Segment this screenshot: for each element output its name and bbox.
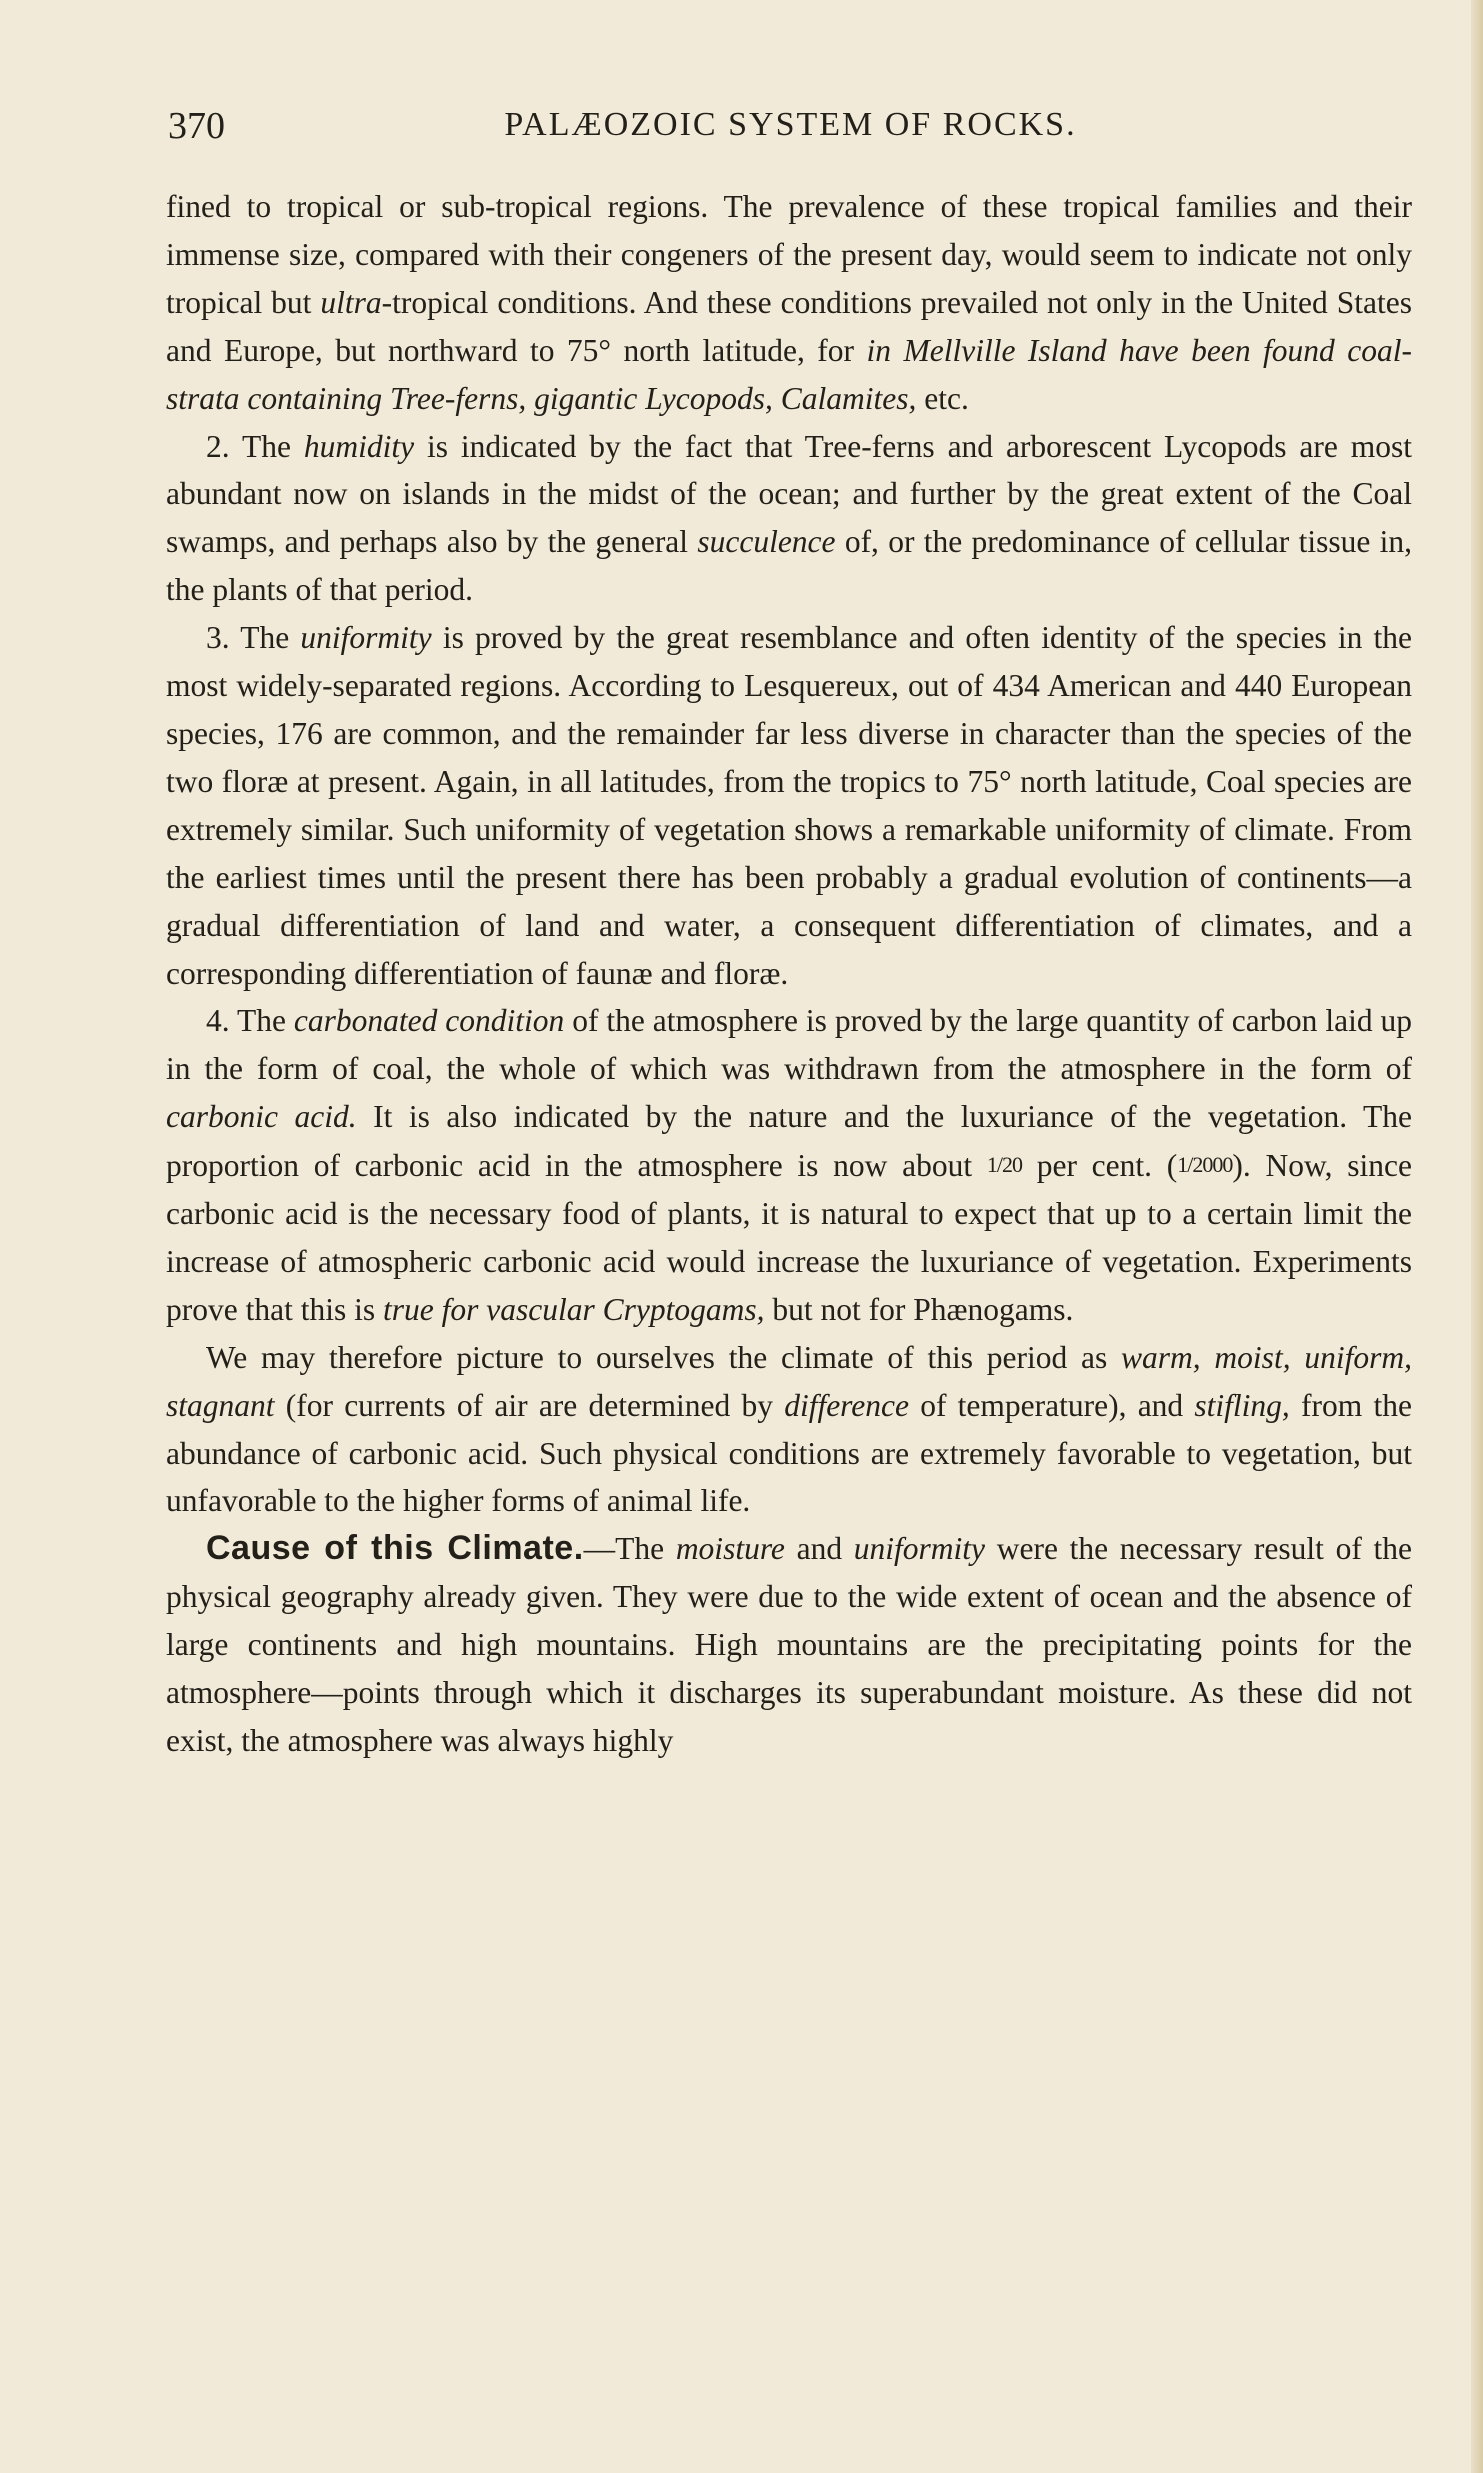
page-edge	[1471, 0, 1483, 2473]
paragraph-3	[166, 614, 1412, 997]
text: 2. The	[206, 428, 304, 464]
page-number: 370	[168, 105, 225, 147]
italic-text: difference	[784, 1387, 909, 1423]
text: is proved by the great resemblance and often identity of the species in the most widely-separated regions. According to Lesquereux, out of 434 American and 440 European species, 176 are common, and the remainder far less diverse in character than the species of the two floræ at present. Again, in all latitudes, from the tropics to 75° north latitude, Coal species are extremely similar. Such uniformity of vegetation shows a remarkable uniformity of climate. From the earliest times until the present there has been probably a gradual evolution of continents—a gradual differentiation of land and water, a consequent differentiation of climates, and a corresponding differentiation of faunæ and floræ.	[166, 620, 1413, 991]
paragraph-6	[166, 1525, 1412, 1765]
text: of the atmosphere is proved by the large quantity of carbon laid up in the form of coal, the whole of which was withdrawn from the atmosphere in the form of	[166, 1003, 1412, 1087]
text: from the abundance of carbonic acid. Such physical conditions are extremely favorable to vegetation, but unfavorable to the higher forms of animal life.	[166, 1387, 1412, 1519]
text: ). Now, since carbonic acid is the necessary food of plants, it is natural to expect that up to a certain limit the increase of atmospheric carbonic acid would increase the luxuriance of vegetation. Experiments prove that this is	[166, 1148, 1412, 1327]
italic-text: carbonated condition	[293, 1003, 565, 1039]
text: We may therefore picture to ourselves the climate of this period as	[206, 1339, 1122, 1375]
fraction: 1/2000	[1177, 1152, 1233, 1178]
text: per cent. (	[1021, 1148, 1178, 1184]
paragraph-2	[166, 423, 1412, 615]
text: -tropical conditions. And these conditions prevailed not only in the United States and Europe, but northward to 75° north latitude, for	[166, 284, 1412, 368]
text: (for currents of air are determined by	[274, 1387, 785, 1423]
italic-text: true for vascular Cryptogams,	[382, 1291, 765, 1327]
text: fined to tropical or sub-tropical regions. The prevalence of these tropical families and their immense size, compared with their congeners of the present day, would seem to indicate not only tropical but	[166, 189, 1412, 320]
italic-text: succulence	[697, 524, 836, 560]
italic-text: moisture	[675, 1531, 785, 1567]
italic-text: uniformity	[853, 1531, 986, 1567]
paragraph-4	[166, 997, 1412, 1333]
page-header	[168, 104, 1413, 154]
italic-text: ultra	[320, 284, 382, 320]
text: 4. The	[206, 1003, 294, 1039]
text: 3. The	[206, 620, 301, 656]
italic-text: in Mellville Island have been found coal-strata containing Tree-ferns, gigantic Lycopods, Calamites,	[166, 332, 1413, 416]
paragraph-1	[166, 183, 1412, 423]
section-heading: Cause of this Climate.	[206, 1529, 584, 1568]
text: etc.	[916, 380, 969, 416]
italic-text: stifling,	[1194, 1387, 1290, 1423]
italic-text: humidity	[303, 428, 415, 464]
text: but not for Phænogams.	[764, 1291, 1074, 1327]
text: —The	[583, 1531, 676, 1567]
text: of temperature), and	[908, 1387, 1195, 1423]
text: and	[784, 1531, 854, 1567]
fraction: 1/20	[986, 1152, 1022, 1178]
body-text	[166, 183, 1412, 1765]
text: It is also indicated by the nature and the luxuriance of the vegetation. The proportion of carbonic acid in the atmosphere is now about	[166, 1099, 1412, 1184]
italic-text: warm, moist, uniform, stagnant	[166, 1339, 1412, 1423]
text: of, or the predominance of cellular tissue in, the plants of that period.	[166, 524, 1412, 608]
text: is indicated by the fact that Tree-ferns and arborescent Lycopods are most abundant now on islands in the midst of the ocean; and further by the great extent of the Coal swamps, and perhaps also by the general	[166, 428, 1413, 560]
running-head: PALÆOZOIC SYSTEM OF ROCKS.	[504, 106, 1077, 143]
text: were the necessary result of the physical geography already given. They were due to the wide extent of ocean and the absence of large continents and high mountains. High mountains are the precipitating points for the atmosphere—points through which it discharges its superabundant moisture. As these did not exist, the atmosphere was always highly	[166, 1531, 1412, 1758]
italic-text: uniformity	[300, 620, 432, 656]
italic-text: carbonic acid.	[166, 1099, 357, 1135]
paragraph-5	[166, 1334, 1412, 1526]
